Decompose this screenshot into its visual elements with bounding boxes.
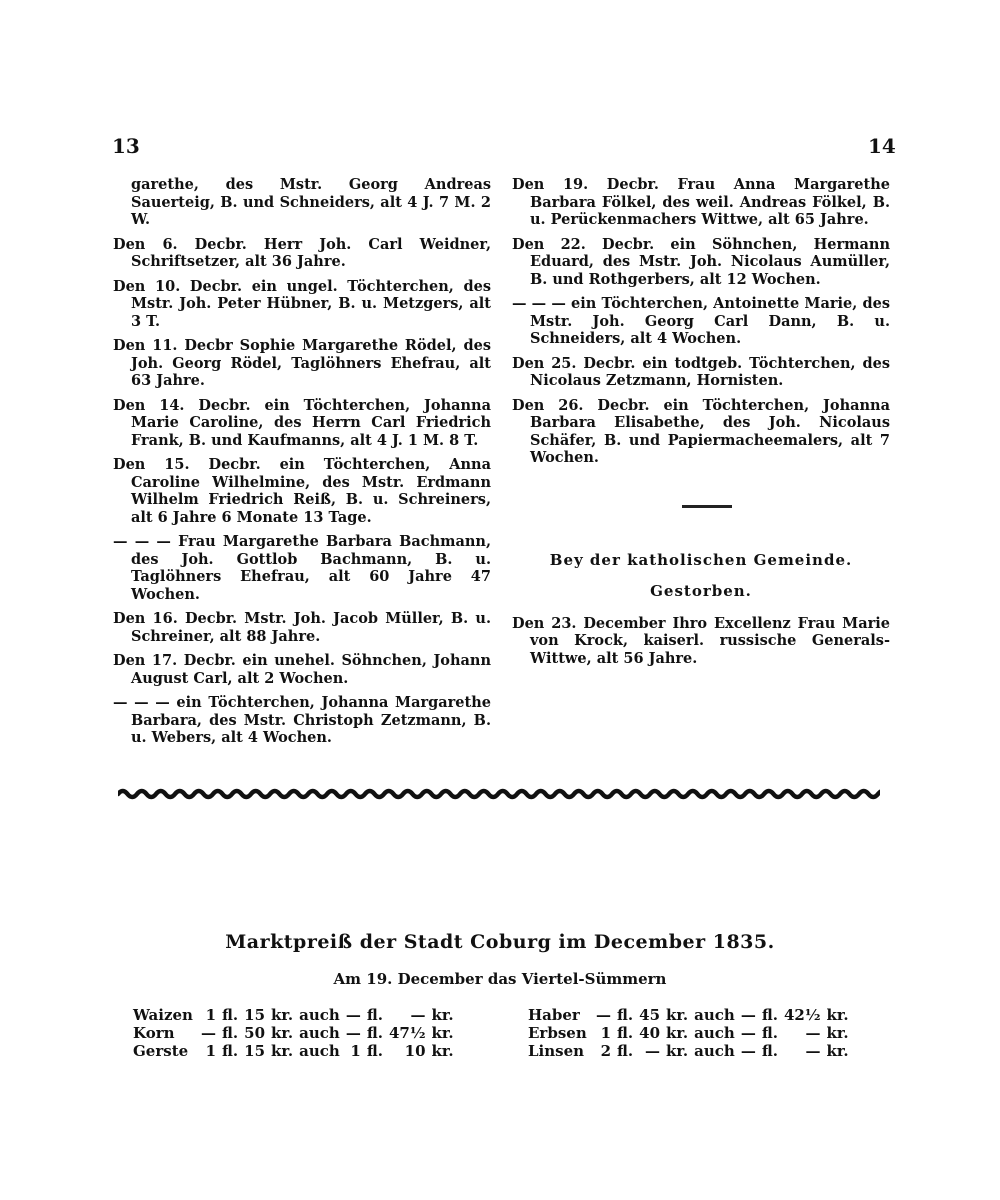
- register-entry: Den 26. Decbr. ein Töchterchen, Johanna Barbara Elisabethe, des Joh. Nicolaus Schäfer, B. und Papiermacheemalers, alt 7 Wochen.: [512, 396, 890, 466]
- register-entry: Den 16. Decbr. Mstr. Joh. Jacob Müller, B. u. Schreiner, alt 88 Jahre.: [113, 610, 491, 645]
- price-kr: 50: [244, 1024, 266, 1042]
- register-entry: garethe, des Mstr. Georg Andreas Sauerteig, B. und Schneiders, alt 4 J. 7 M. 2 W.: [131, 176, 491, 228]
- price-kr-alt: 47½: [388, 1024, 426, 1042]
- unit-kr: kr.: [271, 1006, 294, 1024]
- market-price-subtitle: Am 19. December das Viertel-Sümmern: [333, 970, 667, 988]
- register-entry: Den 14. Decbr. ein Töchterchen, Johanna Marie Caroline, des Herrn Carl Friedrich Frank, B. und Kaufmanns, alt 4 J. 1 M. 8 T.: [113, 396, 491, 449]
- unit-fl: fl.: [222, 1024, 239, 1042]
- price-fl-alt: 1: [350, 1042, 361, 1060]
- price-separator: auch: [299, 1042, 340, 1060]
- deceased-subheading: Gestorben.: [650, 582, 752, 600]
- unit-kr: kr.: [431, 1006, 454, 1024]
- unit-fl: fl.: [761, 1006, 778, 1024]
- unit-kr: kr.: [826, 1024, 849, 1042]
- unit-fl: fl.: [366, 1006, 383, 1024]
- unit-kr: kr.: [826, 1042, 849, 1060]
- price-separator: auch: [299, 1006, 340, 1024]
- price-fl: —: [201, 1024, 216, 1042]
- price-kr: 45: [639, 1006, 661, 1024]
- register-entry: Den 6. Decbr. Herr Joh. Carl Weidner, Schriftsetzer, alt 36 Jahre.: [113, 235, 491, 270]
- unit-kr: kr.: [666, 1006, 689, 1024]
- register-entry: Den 10. Decbr. ein ungel. Töchterchen, des Mstr. Joh. Peter Hübner, B. u. Metzgers, alt 3 T.: [113, 277, 491, 330]
- price-table-left: [133, 1006, 460, 1060]
- unit-kr: kr.: [271, 1042, 294, 1060]
- grain-name: Waizen: [133, 1006, 193, 1024]
- unit-kr: kr.: [431, 1042, 454, 1060]
- price-kr: 15: [244, 1006, 266, 1024]
- price-kr: 40: [639, 1024, 661, 1042]
- market-price-title: Marktpreiß der Stadt Coburg im December 1835.: [225, 931, 775, 953]
- page-number-right: 14: [868, 134, 896, 158]
- price-row: [133, 1024, 460, 1042]
- wavy-separator: [118, 786, 880, 802]
- register-entry: Den 15. Decbr. ein Töchterchen, Anna Caroline Wilhelmine, des Mstr. Erdmann Wilhelm Friedrich Reiß, B. u. Schreiners, alt 6 Jahre 6 Monate 13 Tage.: [113, 456, 491, 526]
- grain-name: Gerste: [133, 1042, 189, 1060]
- register-entry: Den 17. Decbr. ein unehel. Söhnchen, Johann August Carl, alt 2 Wochen.: [113, 652, 491, 687]
- unit-fl: fl.: [222, 1042, 239, 1060]
- price-fl: —: [596, 1006, 611, 1024]
- price-kr-alt: —: [410, 1006, 426, 1024]
- price-kr: 15: [244, 1042, 266, 1060]
- price-separator: auch: [694, 1042, 735, 1060]
- register-entry: — — — ein Töchterchen, Antoinette Marie, des Mstr. Joh. Georg Carl Dann, B. u. Schneiders, alt 4 Wochen.: [512, 295, 890, 347]
- unit-fl: fl.: [617, 1024, 634, 1042]
- price-fl-alt: —: [345, 1006, 361, 1024]
- grain-name: Linsen: [528, 1042, 585, 1060]
- price-fl-alt: —: [740, 1006, 756, 1024]
- price-kr-alt: 10: [404, 1042, 426, 1060]
- price-fl-alt: —: [740, 1042, 756, 1060]
- price-separator: auch: [694, 1006, 735, 1024]
- unit-fl: fl.: [366, 1024, 383, 1042]
- price-row: [528, 1042, 855, 1060]
- unit-fl: fl.: [761, 1024, 778, 1042]
- unit-fl: fl.: [617, 1006, 634, 1024]
- price-fl-alt: —: [740, 1024, 756, 1042]
- price-separator: auch: [694, 1024, 735, 1042]
- price-fl: 1: [205, 1006, 216, 1024]
- register-entry: Den 19. Decbr. Frau Anna Margarethe Barbara Fölkel, des weil. Andreas Fölkel, B. u. Perückenmachers Wittwe, alt 65 Jahre.: [512, 176, 890, 228]
- unit-fl: fl.: [366, 1042, 383, 1060]
- register-entry: Den 22. Decbr. ein Söhnchen, Hermann Eduard, des Mstr. Joh. Nicolaus Aumüller, B. und Rothgerbers, alt 12 Wochen.: [512, 235, 890, 288]
- price-fl-alt: —: [345, 1024, 361, 1042]
- register-entry: Den 25. Decbr. ein todtgeb. Töchterchen, des Nicolaus Zetzmann, Hornisten.: [512, 354, 890, 389]
- grain-name: Erbsen: [528, 1024, 587, 1042]
- register-entry: Den 11. Decbr Sophie Margarethe Rödel, des Joh. Georg Rödel, Taglöhners Ehefrau, alt 63 Jahre.: [113, 337, 491, 389]
- register-entry: — — — Frau Margarethe Barbara Bachmann, des Joh. Gottlob Bachmann, B. u. Taglöhners Ehefrau, alt 60 Jahre 47 Wochen.: [113, 533, 491, 603]
- price-kr-alt: —: [805, 1042, 821, 1060]
- catholic-entry: Den 23. December Ihro Excellenz Frau Marie von Krock, kaiserl. russische Generals-Wittwe, alt 56 Jahre.: [512, 614, 890, 667]
- unit-kr: kr.: [431, 1024, 454, 1042]
- unit-fl: fl.: [761, 1042, 778, 1060]
- price-row: [133, 1042, 460, 1060]
- unit-kr: kr.: [666, 1042, 689, 1060]
- price-row: [133, 1006, 460, 1024]
- unit-kr: kr.: [271, 1024, 294, 1042]
- price-row: [528, 1024, 855, 1042]
- price-separator: auch: [299, 1024, 340, 1042]
- unit-kr: kr.: [666, 1024, 689, 1042]
- unit-fl: fl.: [617, 1042, 634, 1060]
- grain-name: Haber: [528, 1006, 580, 1024]
- right-column: [512, 176, 890, 674]
- grain-name: Korn: [133, 1024, 175, 1042]
- price-table-right: [528, 1006, 855, 1060]
- price-row: [528, 1006, 855, 1024]
- section-divider: [682, 505, 732, 508]
- unit-kr: kr.: [826, 1006, 849, 1024]
- left-column: [113, 176, 491, 754]
- register-entry: — — — ein Töchterchen, Johanna Margarethe Barbara, des Mstr. Christoph Zetzmann, B. u. Webers, alt 4 Wochen.: [113, 694, 491, 746]
- price-fl: 2: [600, 1042, 611, 1060]
- right-column-entries: [512, 176, 890, 467]
- price-fl: 1: [205, 1042, 216, 1060]
- page-number-left: 13: [112, 134, 140, 158]
- price-kr: —: [645, 1042, 661, 1060]
- price-kr-alt: —: [805, 1024, 821, 1042]
- price-kr-alt: 42½: [783, 1006, 821, 1024]
- price-fl: 1: [600, 1024, 611, 1042]
- unit-fl: fl.: [222, 1006, 239, 1024]
- catholic-heading: Bey der katholischen Gemeinde.: [549, 550, 853, 569]
